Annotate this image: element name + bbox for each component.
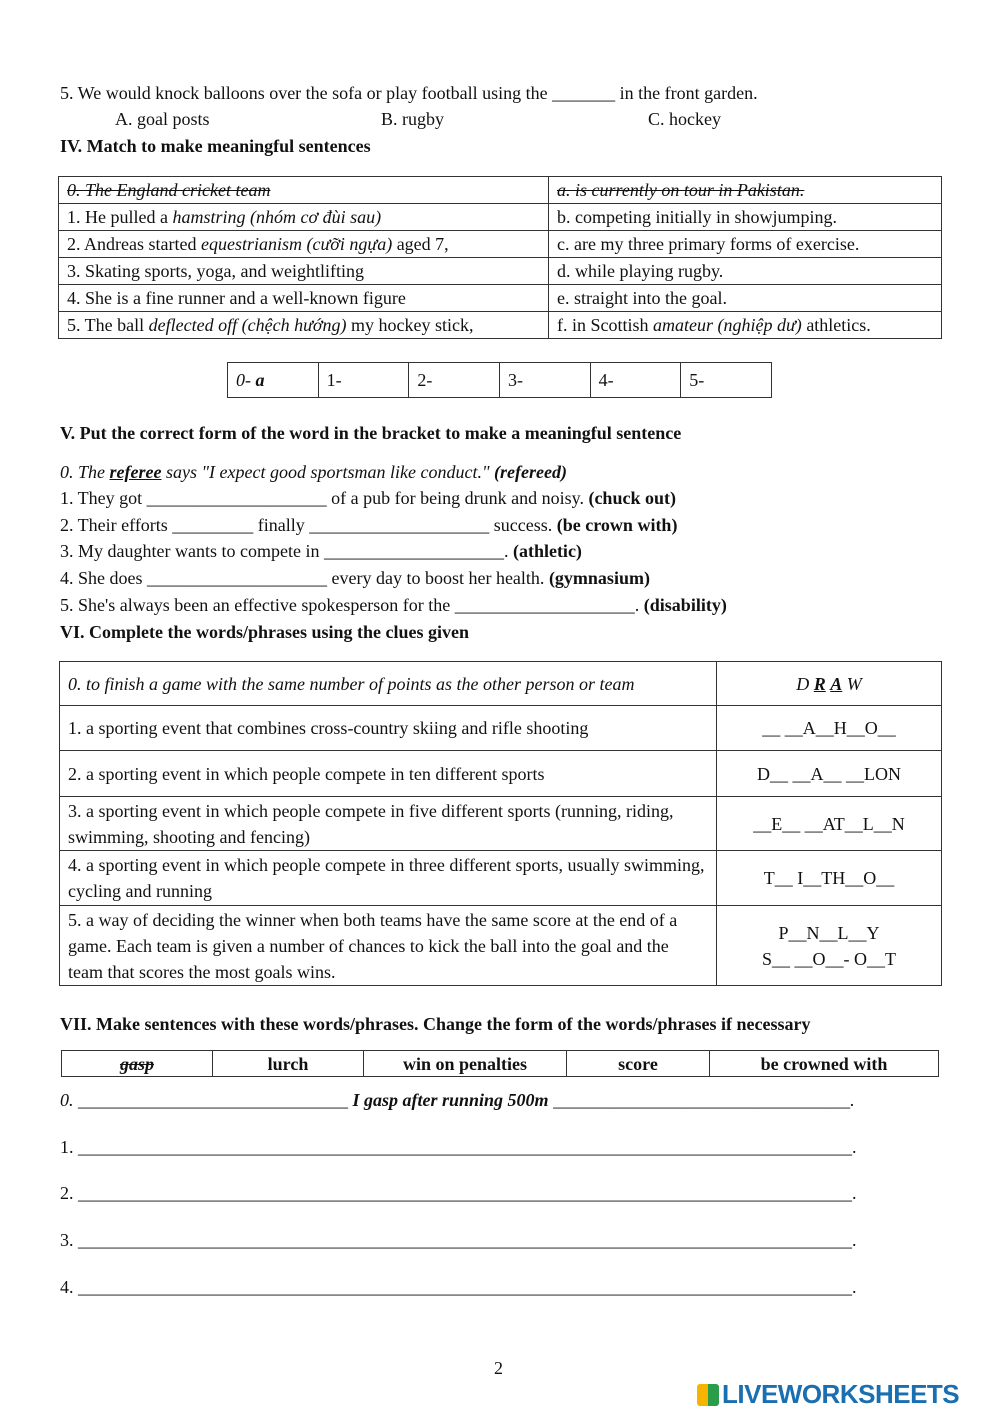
table-row — [59, 258, 942, 285]
table-row — [59, 177, 942, 204]
text: (gymnasium) — [548, 568, 650, 588]
table-row — [60, 706, 942, 751]
logo-text: LIVEWORKSHEETS — [722, 1379, 960, 1409]
table-row — [60, 751, 942, 797]
word: win on penalties — [364, 1051, 567, 1077]
text: a — [255, 370, 265, 390]
answer-cell[interactable]: 1- — [318, 363, 409, 398]
text: equestrianism (cưỡi ngựa) — [200, 234, 393, 254]
text: 0. The — [60, 462, 110, 482]
answer-cell[interactable]: 3- — [499, 363, 590, 398]
cell: e. straight into the goal. — [549, 285, 942, 312]
text: D — [796, 673, 814, 694]
answer-line[interactable]: 3. ______________________________________________________________________________________. — [60, 1230, 857, 1250]
table-row — [59, 312, 942, 339]
text: A — [830, 673, 843, 694]
logo-icon — [697, 1384, 719, 1406]
cell — [59, 312, 549, 339]
clues-table — [59, 661, 942, 986]
answer-line[interactable]: 2. ______________________________________________________________________________________. — [60, 1183, 857, 1203]
answer-cell[interactable]: T__ I__TH__O__ — [717, 851, 942, 906]
cell: c. are my three primary forms of exercise. — [549, 231, 942, 258]
text: 5. She's always been an effective spokesperson for the ____________________. — [60, 595, 644, 615]
text: f. in Scottish — [557, 315, 654, 335]
cell — [549, 312, 942, 339]
text: 1. He pulled a — [67, 207, 173, 227]
text: I gasp after running 500m — [352, 1090, 549, 1110]
cell: 5. a way of deciding the winner when both teams have the same score at the end of a game. Each team is given a number of chances to kick the ball into the goal and the team that scores the most goals wins. — [60, 906, 717, 986]
answer-cell[interactable]: __ __A__H__O__ — [717, 706, 942, 751]
section-vii-heading: VII. Make sentences with these words/phrases. Change the form of the words/phrases if necessary — [60, 1014, 811, 1034]
table-row — [60, 662, 942, 706]
word-bank-table — [61, 1050, 939, 1077]
sentence-item[interactable] — [60, 488, 676, 509]
cell — [59, 204, 549, 231]
text: 3. My daughter wants to compete in ____________________. — [60, 541, 513, 561]
word: lurch — [213, 1051, 364, 1077]
text: W — [842, 673, 862, 694]
text: aged 7, — [392, 234, 449, 254]
text: 0- — [236, 370, 256, 390]
answer-cell[interactable]: 4- — [590, 363, 681, 398]
cell: 4. a sporting event in which people compete in three different sports, usually swimming, cycling and running — [60, 851, 717, 906]
section-iv-heading: IV. Match to make meaningful sentences — [60, 136, 371, 156]
text: 5. The ball — [67, 315, 149, 335]
question-5: 5. We would knock balloons over the sofa or play football using the _______ in the front garden. — [60, 83, 758, 103]
section-vi-heading: VI. Complete the words/phrases using the clues given — [60, 622, 470, 642]
cell — [717, 662, 942, 706]
answer-cell[interactable]: D__ __A__ __LON — [717, 751, 942, 797]
answer-cell[interactable]: 5- — [681, 363, 772, 398]
text: 1. They got ____________________ of a pub for being drunk and noisy. — [60, 488, 589, 508]
text: S__ __O__- O__T — [762, 948, 896, 969]
answer-table — [227, 362, 772, 398]
answer-cell[interactable]: 2- — [409, 363, 500, 398]
table-row — [60, 851, 942, 906]
text: my hockey stick, — [346, 315, 474, 335]
word: gasp — [62, 1051, 213, 1077]
cell: 3. Skating sports, yoga, and weightlifting — [59, 258, 549, 285]
match-table — [58, 176, 942, 339]
option-b: B. rugby — [381, 109, 444, 129]
word: score — [567, 1051, 710, 1077]
text: 0. ______________________________ — [60, 1090, 353, 1110]
answer-line[interactable]: 1. ______________________________________________________________________________________. — [60, 1137, 857, 1157]
section-v-heading: V. Put the correct form of the word in the bracket to make a meaningful sentence — [60, 423, 682, 443]
cell: a. is currently on tour in Pakistan. — [549, 177, 942, 204]
cell: b. competing initially in showjumping. — [549, 204, 942, 231]
text: 2. Andreas started — [67, 234, 201, 254]
cell: 0. to finish a game with the same number of points as the other person or team — [60, 662, 717, 706]
cell: 4. She is a fine runner and a well-known figure — [59, 285, 549, 312]
table-row — [59, 231, 942, 258]
cell: 0. The England cricket team — [59, 177, 549, 204]
table-row — [59, 204, 942, 231]
answer-cell[interactable] — [228, 363, 319, 398]
cell: 2. a sporting event in which people compete in ten different sports — [60, 751, 717, 797]
text: 2. Their efforts _________ finally ____________________ success. — [60, 515, 557, 535]
text: athletics. — [801, 315, 871, 335]
answer-cell[interactable]: __E__ __AT__L__N — [717, 797, 942, 851]
text: amateur (nghiệp dư) — [653, 315, 802, 335]
text: (chuck out) — [588, 488, 676, 508]
text: (refereed) — [494, 462, 567, 482]
example-sentence — [60, 462, 567, 483]
text: (athletic) — [512, 541, 582, 561]
cell: d. while playing rugby. — [549, 258, 942, 285]
word: be crowned with — [710, 1051, 939, 1077]
text: (disability) — [643, 595, 727, 615]
text: 4. She does ____________________ every day to boost her health. — [60, 568, 549, 588]
option-a: A. goal posts — [115, 109, 210, 129]
text: referee — [109, 462, 162, 482]
sentence-item[interactable] — [60, 595, 727, 616]
table-row — [59, 285, 942, 312]
liveworksheets-logo — [697, 1379, 959, 1410]
text: (be crown with) — [556, 515, 678, 535]
table-row — [60, 906, 942, 986]
text: _________________________________. — [548, 1090, 855, 1110]
sentence-item[interactable] — [60, 568, 650, 589]
text: R — [813, 673, 826, 694]
cell: 1. a sporting event that combines cross-country skiing and rifle shooting — [60, 706, 717, 751]
answer-cell[interactable] — [717, 906, 942, 986]
text: hamstring (nhóm cơ đùi sau) — [172, 207, 382, 227]
sentence-item[interactable] — [60, 541, 582, 562]
answer-line[interactable]: 4. ______________________________________________________________________________________. — [60, 1277, 857, 1297]
text: says "I expect good sportsman like conduct." — [161, 462, 495, 482]
text: P__N__L__Y — [778, 922, 880, 943]
cell — [59, 231, 549, 258]
table-row — [60, 797, 942, 851]
sentence-item[interactable] — [60, 515, 677, 536]
example-line — [60, 1090, 855, 1111]
text: deflected off (chệch hướng) — [148, 315, 347, 335]
page-number: 2 — [494, 1358, 503, 1378]
option-c: C. hockey — [648, 109, 721, 129]
cell: 3. a sporting event in which people compete in five different sports (running, riding, swimming, shooting and fencing) — [60, 797, 717, 851]
